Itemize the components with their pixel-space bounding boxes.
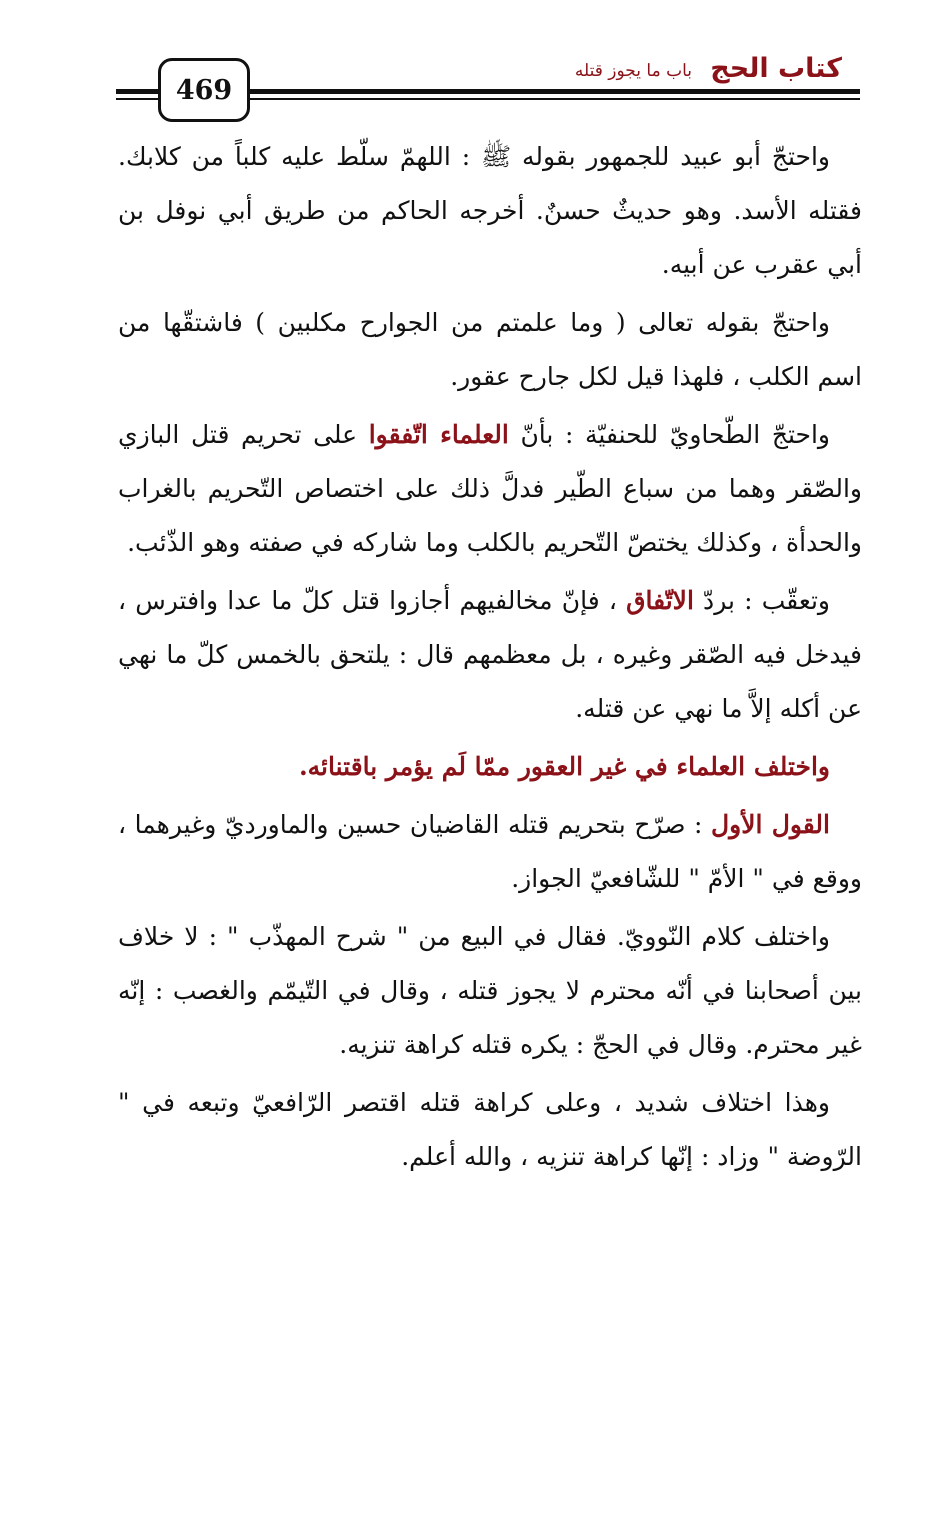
paragraph-4	[118, 574, 862, 736]
highlight-ulama-agreed: العلماء اتّفقوا	[368, 420, 509, 449]
highlight-first-opinion: القول الأول	[710, 810, 830, 839]
paragraph-3-before: واحتجّ الطّحاويّ للحنفيّة : بأنّ	[508, 420, 830, 449]
paragraph-2: واحتجّ بقوله تعالى ( وما علمتم من الجوارح مكلبين ) فاشتقّها من اسم الكلب ، فلهذا قيل لكل جارح عقور.	[118, 308, 862, 391]
page-number: 469	[175, 74, 233, 106]
paragraph-6-after: : صرّح بتحريم قتله القاضيان حسين والماورديّ وغيرهما ، ووقع في " الأمّ " للشّافعيّ الجواز.	[118, 810, 862, 893]
paragraph-3-after: على تحريم قتل البازي والصّقر وهما من سباع الطّير فدلَّ ذلك على اختصاص التّحريم بالغراب والحدأة ، وكذلك يختصّ التّحريم بالكلب وما شاركه في صفته وهو الذّئب.	[118, 420, 862, 557]
chapter-title: باب ما يجوز قتله	[574, 61, 692, 81]
paragraph-4-before: وتعقّب : بردّ	[693, 586, 830, 615]
paragraph-6	[118, 798, 862, 906]
page-number-box	[158, 58, 250, 122]
paragraph-4-after: ، فإنّ مخالفيهم أجازوا قتل كلّ ما عدا وافترس ، فيدخل فيه الصّقر وغيره ، بل معظمهم قال : يلتحق بالخمس كلّ ما نهي عن أكله إلاَّ ما نهي عن قتله.	[118, 586, 862, 723]
section-heading: واختلف العلماء في غير العقور ممّا لَم يؤمر باقتنائه.	[298, 752, 830, 781]
paragraph-3	[118, 408, 862, 570]
paragraph-1: واحتجّ أبو عبيد للجمهور بقوله ﷺ : اللهمّ سلّط عليه كلباً من كلابك. فقتله الأسد. وهو حديثٌ حسنٌ. أخرجه الحاكم من طريق أبي نوفل بن أبي عقرب عن أبيه.	[118, 142, 862, 279]
paragraph-7: واختلف كلام النّوويّ. فقال في البيع من " شرح المهذّب " : لا خلاف بين أصحابنا في أنّه محترم لا يجوز قتله ، وقال في التّيمّم والغصب : إنّه غير محترم. وقال في الحجّ : يكره قتله كراهة تنزيه.	[118, 922, 862, 1059]
book-title: كتاب الحج	[710, 53, 842, 84]
page-header	[0, 0, 945, 130]
highlight-consensus: الاتّفاق	[626, 586, 694, 615]
page-body	[118, 130, 862, 1188]
paragraph-8: وهذا اختلاف شديد ، وعلى كراهة قتله اقتصر الرّافعيّ وتبعه في " الرّوضة " وزاد : إنّها كراهة تنزيه ، والله أعلم.	[118, 1088, 862, 1171]
